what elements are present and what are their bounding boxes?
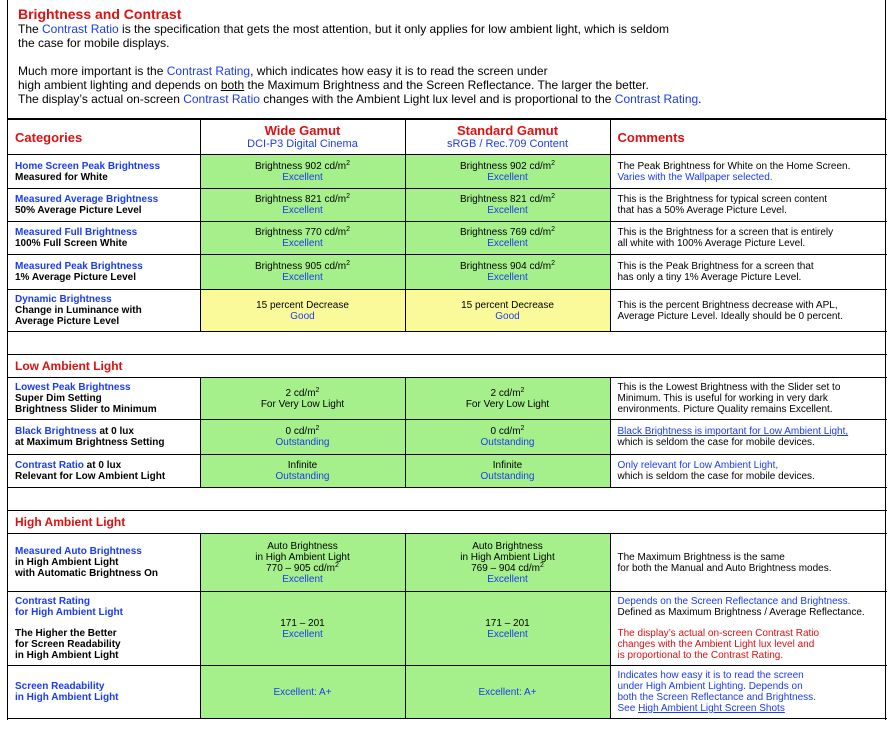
std-value: Brightness 902 $cd/m^2$ Excellent bbox=[405, 155, 610, 189]
wide-value: Excellent: A+ bbox=[200, 666, 405, 719]
table-row bbox=[8, 290, 887, 332]
std-value: 171 – 201 Excellent bbox=[405, 592, 610, 666]
row-comment: The Peak Brightness for White on the Home Screen. Varies with the Wallpaper selected. bbox=[610, 155, 887, 189]
header-standard-gamut: Standard Gamut sRGB / Rec.709 Content bbox=[405, 120, 610, 155]
header-wide-gamut: Wide Gamut DCI-P3 Digital Cinema bbox=[200, 120, 405, 155]
row-category: Measured Auto Brightness in High Ambient Light with Automatic Brightness On bbox=[8, 534, 200, 592]
table-row bbox=[8, 666, 887, 719]
intro-paragraph-2: Much more important is the Contrast Rating, which indicates how easy it is to read the screen under high ambient lighting and depends on both the Maximum Brightness and the Screen Reflectance. The larger the better. The display’s actual on-screen Contrast Ratio changes with the Ambient Light lux level and is proportional to the Contrast Rating. bbox=[18, 64, 702, 106]
row-comment: This is the Brightness for typical screen content that has a 50% Average Picture Level. bbox=[610, 189, 887, 222]
wide-value: 0 $cd/m^2$ Outstanding bbox=[200, 420, 405, 455]
row-comment: Only relevant for Low Ambient Light, which is seldom the case for mobile devices. bbox=[610, 455, 887, 488]
black-brightness-link[interactable]: Black Brightness is important for Low Ambient Light, bbox=[617, 426, 849, 437]
row-comment: This is the Brightness for a screen that is entirely all white with 100% Average Picture Level. bbox=[610, 222, 887, 255]
contrast-ratio-link-2[interactable]: Contrast Ratio bbox=[183, 92, 260, 106]
wide-value: 171 – 201 Excellent bbox=[200, 592, 405, 666]
spacer-row bbox=[8, 332, 887, 355]
wide-value: Brightness 902 $cd/m^2$ Excellent bbox=[200, 155, 405, 189]
wide-value: 15 percent Decrease Good bbox=[200, 290, 405, 332]
wide-value: Brightness 905 $cd/m^2$ Excellent bbox=[200, 255, 405, 290]
contrast-rating-link-2[interactable]: Contrast Rating bbox=[614, 92, 699, 106]
table-row bbox=[8, 420, 887, 455]
table-row bbox=[8, 255, 887, 290]
table-row bbox=[8, 378, 887, 420]
row-comment: The Maximum Brightness is the same for both the Manual and Auto Brightness modes. bbox=[610, 534, 887, 592]
table-header-row bbox=[8, 120, 887, 155]
intro-paragraph-1: The Contrast Ratio is the specification that gets the most attention, but it only applies for low ambient light, which is seldom the case for mobile displays. bbox=[18, 22, 670, 50]
header-comments: Comments bbox=[610, 120, 887, 155]
table-row bbox=[8, 455, 887, 488]
contrast-ratio-link[interactable]: Contrast Ratio bbox=[42, 22, 119, 36]
std-value: 0 $cd/m^2$ Outstanding bbox=[405, 420, 610, 455]
header-categories: Categories bbox=[8, 120, 200, 155]
section-header-low-ambient: Low Ambient Light bbox=[8, 355, 887, 378]
spacer-row bbox=[8, 719, 887, 741]
row-category: Dynamic Brightness Change in Luminance with Average Picture Level bbox=[8, 290, 200, 332]
table-row bbox=[8, 534, 887, 592]
row-category: Lowest Peak Brightness Super Dim Setting Brightness Slider to Minimum bbox=[8, 378, 200, 420]
row-category: Black Brightness at 0 lux at Maximum Brightness Setting bbox=[8, 420, 200, 455]
row-comment: This is the Peak Brightness for a screen that has only a tiny 1% Average Picture Level. bbox=[610, 255, 887, 290]
contrast-rating-link[interactable]: Contrast Rating bbox=[166, 64, 251, 78]
row-category: Measured Average Brightness 50% Average Picture Level bbox=[8, 189, 200, 222]
row-comment: This is the percent Brightness decrease with APL, Average Picture Level. Ideally should be 0 percent. bbox=[610, 290, 887, 332]
section-header-high-ambient: High Ambient Light bbox=[8, 511, 887, 534]
std-value: Brightness 904 $cd/m^2$ Excellent bbox=[405, 255, 610, 290]
std-value: Brightness 769 $cd/m^2$ Excellent bbox=[405, 222, 610, 255]
row-comment: Depends on the Screen Reflectance and Brightness. Defined as Maximum Brightness / Average Reflectance. The display’s actual on-screen Contrast Ratio changes with the Ambient Light lux level and is proportional to the Contrast Rating. bbox=[610, 592, 887, 666]
spacer-row bbox=[8, 488, 887, 511]
std-value: 2 $cd/m^2$ For Very Low Light bbox=[405, 378, 610, 420]
row-category: Contrast Ratio at 0 lux Relevant for Low Ambient Light bbox=[8, 455, 200, 488]
wide-value: Auto Brightness in High Ambient Light 770 – 905 $cd/m^2$ Excellent bbox=[200, 534, 405, 592]
table-row bbox=[8, 222, 887, 255]
row-category: Contrast Rating for High Ambient Light The Higher the Better for Screen Readability in High Ambient Light bbox=[8, 592, 200, 666]
row-comment: Indicates how easy it is to read the screen under High Ambient Lighting. Depends on both the Screen Reflectance and Brightness. See High Ambient Light Screen Shots bbox=[610, 666, 887, 719]
std-value: 15 percent Decrease Good bbox=[405, 290, 610, 332]
row-category: Measured Full Brightness 100% Full Screen White bbox=[8, 222, 200, 255]
wide-value: Infinite Outstanding bbox=[200, 455, 405, 488]
table-row bbox=[8, 189, 887, 222]
table-row bbox=[8, 592, 887, 666]
std-value: Auto Brightness in High Ambient Light 769 – 904 $cd/m^2$ Excellent bbox=[405, 534, 610, 592]
intro-section bbox=[8, 0, 885, 119]
row-comment: This is the Lowest Brightness with the Slider set to Minimum. This is useful for working in very dark environments. Picture Quality remains Excellent. bbox=[610, 378, 887, 420]
wide-value: Brightness 821 $cd/m^2$ Excellent bbox=[200, 189, 405, 222]
wide-value: Brightness 770 $cd/m^2$ Excellent bbox=[200, 222, 405, 255]
row-category: Screen Readability in High Ambient Light bbox=[8, 666, 200, 719]
table-row bbox=[8, 155, 887, 189]
row-category: Home Screen Peak Brightness Measured for White bbox=[8, 155, 200, 189]
brightness-table bbox=[8, 119, 887, 741]
std-value: Brightness 821 $cd/m^2$ Excellent bbox=[405, 189, 610, 222]
report-page bbox=[7, 0, 886, 720]
screen-shots-link[interactable]: High Ambient Light Screen Shots bbox=[638, 703, 785, 714]
std-value: Excellent: A+ bbox=[405, 666, 610, 719]
wide-value: 2 $cd/m^2$ For Very Low Light bbox=[200, 378, 405, 420]
section-title: Brightness and Contrast bbox=[18, 6, 182, 22]
row-category: Measured Peak Brightness 1% Average Picture Level bbox=[8, 255, 200, 290]
row-comment: Black Brightness is important for Low Ambient Light, which is seldom the case for mobile devices. bbox=[610, 420, 887, 455]
std-value: Infinite Outstanding bbox=[405, 455, 610, 488]
